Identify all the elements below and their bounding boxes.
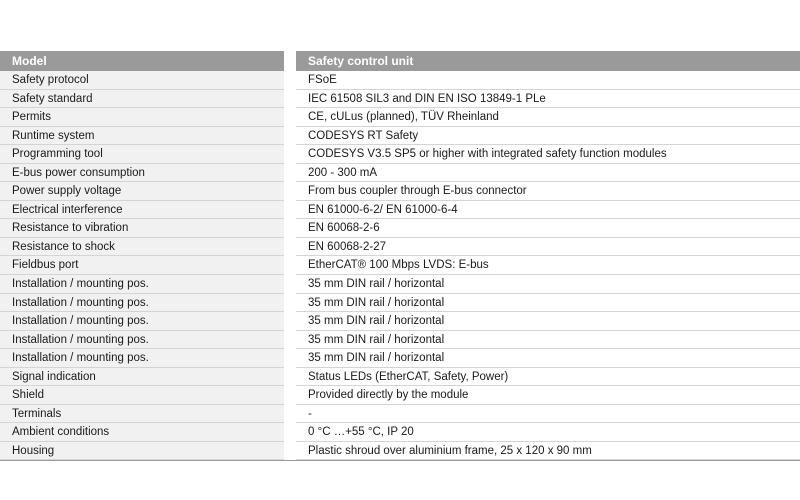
- table-row: [0, 423, 800, 442]
- table-row: [0, 386, 800, 405]
- table-header-row: [0, 51, 800, 71]
- table-row: [0, 219, 800, 238]
- row-label: Installation / mounting pos.: [0, 331, 284, 350]
- row-label: Installation / mounting pos.: [0, 312, 284, 331]
- row-value: CODESYS V3.5 SP5 or higher with integrated safety function modules: [296, 145, 800, 164]
- row-gap: [284, 127, 296, 146]
- row-label: Permits: [0, 108, 284, 127]
- table-row: [0, 145, 800, 164]
- row-gap: [284, 423, 296, 442]
- row-label: Resistance to vibration: [0, 219, 284, 238]
- row-value: Provided directly by the module: [296, 386, 800, 405]
- row-label: Housing: [0, 442, 284, 461]
- row-gap: [284, 145, 296, 164]
- table-row: [0, 349, 800, 368]
- row-value: FSoE: [296, 71, 800, 90]
- spec-table: [0, 51, 800, 460]
- row-gap: [284, 238, 296, 257]
- table-row: [0, 90, 800, 109]
- table-row: [0, 368, 800, 387]
- row-gap: [284, 164, 296, 183]
- row-value: Plastic shroud over aluminium frame, 25 x 120 x 90 mm: [296, 442, 800, 461]
- row-gap: [284, 386, 296, 405]
- row-value: Status LEDs (EtherCAT, Safety, Power): [296, 368, 800, 387]
- row-value: 0 °C …+55 °C, IP 20: [296, 423, 800, 442]
- row-value: 35 mm DIN rail / horizontal: [296, 331, 800, 350]
- header-product: Safety control unit: [296, 51, 800, 71]
- row-label: Programming tool: [0, 145, 284, 164]
- table-row: [0, 182, 800, 201]
- row-label: Runtime system: [0, 127, 284, 146]
- table-row: [0, 442, 800, 461]
- row-label: Electrical interference: [0, 201, 284, 220]
- row-label: Ambient conditions: [0, 423, 284, 442]
- row-gap: [284, 405, 296, 424]
- row-label: Safety protocol: [0, 71, 284, 90]
- row-label: Installation / mounting pos.: [0, 294, 284, 313]
- row-value: 35 mm DIN rail / horizontal: [296, 275, 800, 294]
- row-gap: [284, 71, 296, 90]
- table-row: [0, 275, 800, 294]
- row-gap: [284, 108, 296, 127]
- row-value: EN 60068-2-27: [296, 238, 800, 257]
- row-gap: [284, 275, 296, 294]
- table-row: [0, 238, 800, 257]
- row-label: Power supply voltage: [0, 182, 284, 201]
- row-gap: [284, 368, 296, 387]
- table-row: [0, 201, 800, 220]
- row-gap: [284, 442, 296, 461]
- row-gap: [284, 256, 296, 275]
- row-label: Installation / mounting pos.: [0, 275, 284, 294]
- table-row: [0, 127, 800, 146]
- row-gap: [284, 201, 296, 220]
- row-value: 35 mm DIN rail / horizontal: [296, 312, 800, 331]
- table-row: [0, 331, 800, 350]
- row-value: -: [296, 405, 800, 424]
- row-label: Signal indication: [0, 368, 284, 387]
- row-label: Installation / mounting pos.: [0, 349, 284, 368]
- table-row: [0, 108, 800, 127]
- row-label: Safety standard: [0, 90, 284, 109]
- row-gap: [284, 90, 296, 109]
- row-value: 200 - 300 mA: [296, 164, 800, 183]
- row-label: Resistance to shock: [0, 238, 284, 257]
- header-gap: [284, 51, 296, 71]
- row-value: EtherCAT® 100 Mbps LVDS: E-bus: [296, 256, 800, 275]
- table-row: [0, 164, 800, 183]
- row-value: EN 61000-6-2/ EN 61000-6-4: [296, 201, 800, 220]
- table-body: [0, 71, 800, 460]
- row-value: EN 60068-2-6: [296, 219, 800, 238]
- row-gap: [284, 349, 296, 368]
- row-value: CODESYS RT Safety: [296, 127, 800, 146]
- table-row: [0, 256, 800, 275]
- row-gap: [284, 182, 296, 201]
- row-value: 35 mm DIN rail / horizontal: [296, 349, 800, 368]
- table-row: [0, 71, 800, 90]
- table-bottom-rule: [0, 460, 800, 461]
- row-value: IEC 61508 SIL3 and DIN EN ISO 13849-1 PLe: [296, 90, 800, 109]
- table-row: [0, 312, 800, 331]
- table-row: [0, 405, 800, 424]
- table-row: [0, 294, 800, 313]
- row-gap: [284, 312, 296, 331]
- row-value: From bus coupler through E-bus connector: [296, 182, 800, 201]
- row-label: Terminals: [0, 405, 284, 424]
- row-label: Shield: [0, 386, 284, 405]
- header-model: Model: [0, 51, 284, 71]
- row-gap: [284, 294, 296, 313]
- row-label: Fieldbus port: [0, 256, 284, 275]
- row-gap: [284, 219, 296, 238]
- row-value: 35 mm DIN rail / horizontal: [296, 294, 800, 313]
- row-label: E-bus power consumption: [0, 164, 284, 183]
- row-gap: [284, 331, 296, 350]
- row-value: CE, cULus (planned), TÜV Rheinland: [296, 108, 800, 127]
